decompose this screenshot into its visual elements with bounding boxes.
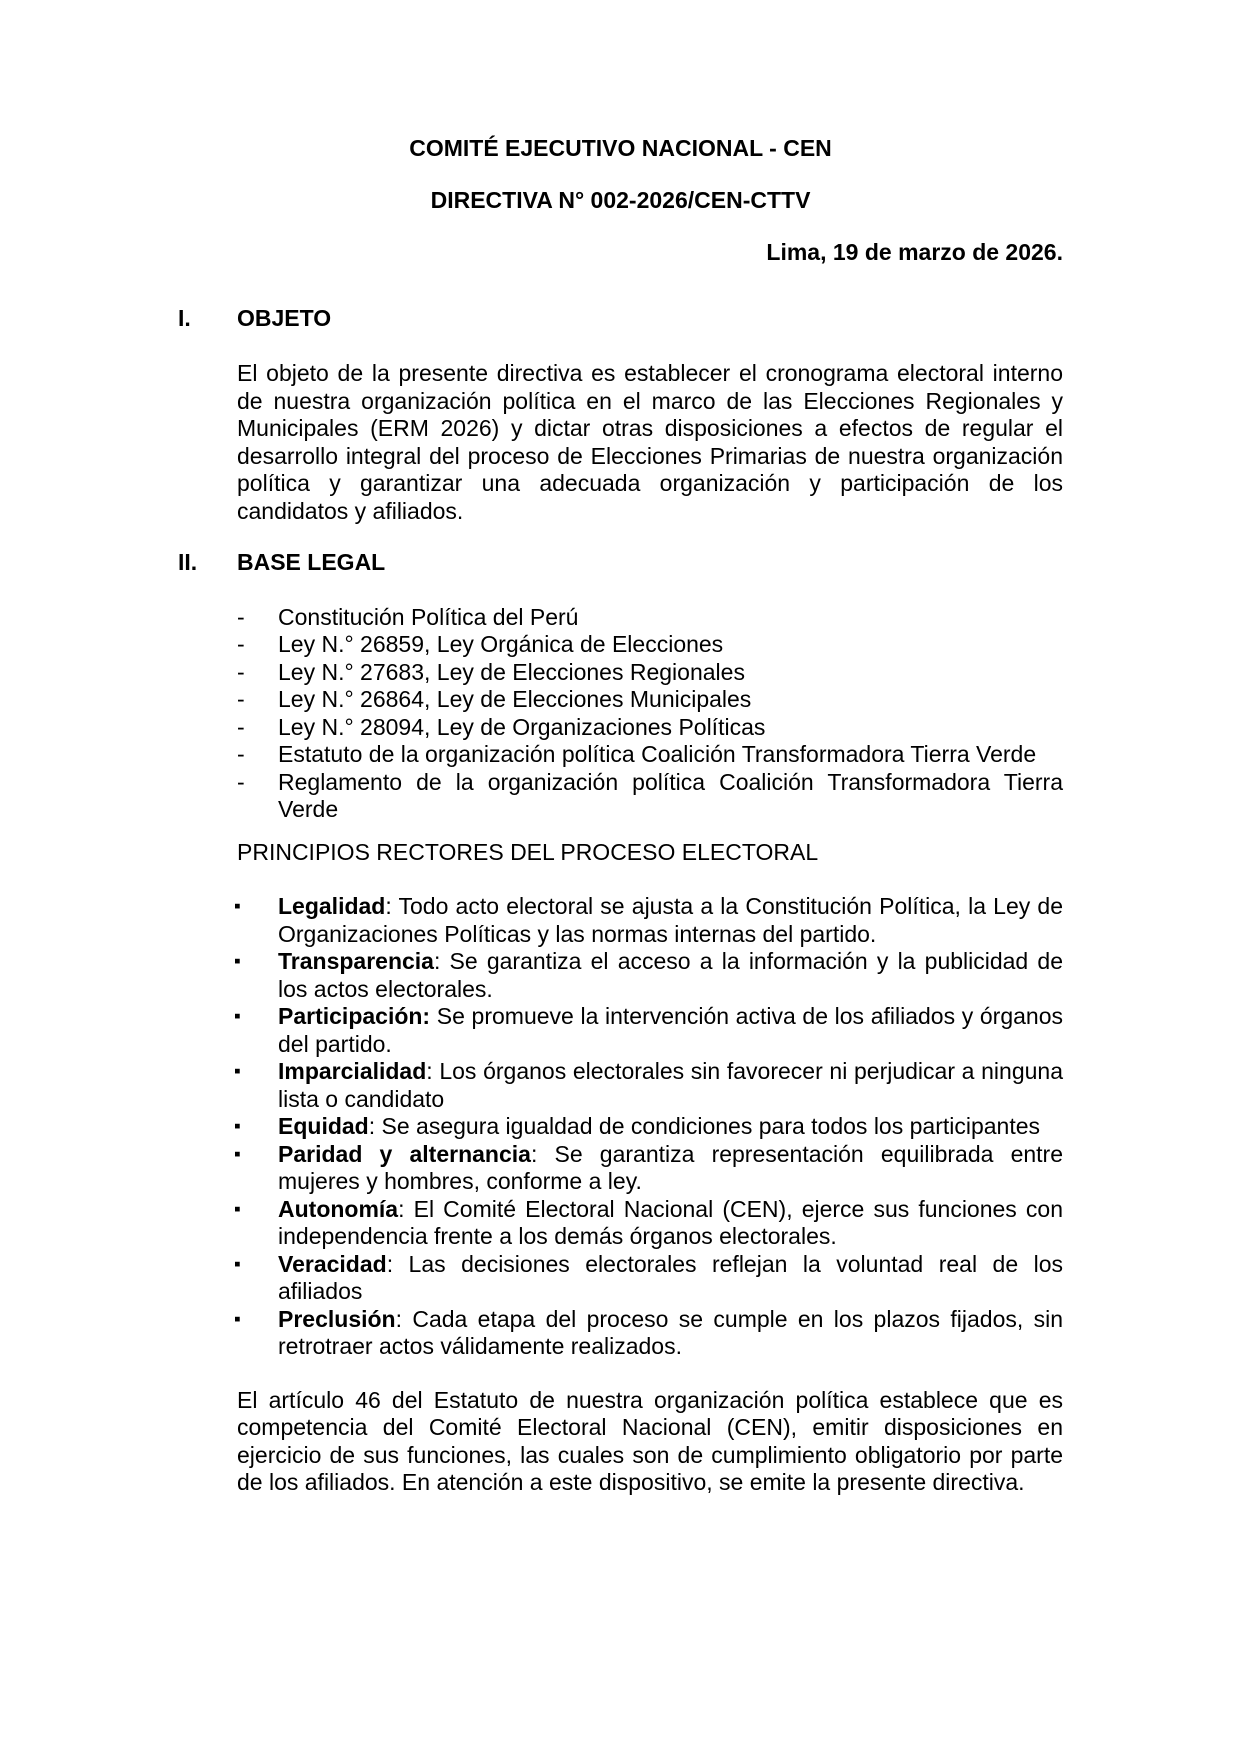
principle-text: : Se asegura igualdad de condiciones para todos los participantes: [368, 1113, 1041, 1139]
legal-item: [237, 604, 1063, 632]
square-bullet-icon: ▪: [234, 1143, 241, 1165]
square-bullet-icon: ▪: [234, 951, 241, 972]
square-bullet-icon: ▪: [234, 896, 241, 917]
principle-term: Imparcialidad: [278, 1058, 427, 1084]
dash-bullet-icon: -: [237, 686, 245, 712]
principle-term: Autonomía: [278, 1195, 399, 1222]
legal-list: [178, 604, 1063, 824]
square-bullet-icon: ▪: [234, 1308, 241, 1330]
principles-list: [178, 893, 1063, 1361]
section-numeral: I.: [178, 305, 191, 331]
principle-text: : Las decisiones electorales reflejan la voluntad real de los afiliados: [278, 1250, 1063, 1304]
section-numeral: II.: [178, 548, 198, 575]
section-heading-objeto: [178, 305, 1063, 333]
legal-item-text: Reglamento de la organización política Coalición Transformadora Tierra Verde: [278, 768, 1063, 822]
principle-text: Se promueve la intervención activa de los afiliados y órganos del partido.: [278, 1003, 1063, 1057]
section-title: OBJETO: [237, 305, 332, 331]
legal-item: [237, 631, 1063, 659]
square-bullet-icon: ▪: [234, 1116, 241, 1137]
principle-item: [234, 1195, 1063, 1251]
dash-bullet-icon: -: [237, 713, 245, 740]
dateline: Lima, 19 de marzo de 2026.: [766, 239, 1063, 265]
legal-item: [237, 659, 1063, 687]
principle-text: : Todo acto electoral se ajusta a la Constitución Política, la Ley de Organizaciones Políticas y las normas internas del partido.: [278, 893, 1063, 947]
legal-item: [237, 769, 1063, 824]
section-heading-base-legal: [178, 549, 1063, 577]
dash-bullet-icon: -: [237, 741, 245, 767]
principle-text: : Se garantiza el acceso a la información y la publicidad de los actos electorales.: [278, 948, 1063, 1002]
principle-item: [234, 1058, 1063, 1113]
principle-item: [234, 1140, 1063, 1196]
principle-item: [234, 948, 1063, 1003]
legal-item: [237, 686, 1063, 714]
principle-item: [234, 1250, 1063, 1306]
legal-item-text: Ley N.° 28094, Ley de Organizaciones Políticas: [278, 713, 766, 740]
principle-term: Veracidad: [278, 1250, 387, 1277]
objeto-paragraph: El objeto de la presente directiva es establecer el cronograma electoral interno de nuestra organización política en el marco de las Elecciones Regionales y Municipales (ERM 2026) y dictar otras disposiciones a efectos de regular el desarrollo integral del proceso de Elecciones Primarias de nuestra organización política y garantizar una adecuada organización y participación de los candidatos y afiliados.: [237, 360, 1063, 524]
principle-term: Participación:: [278, 1003, 431, 1029]
dash-bullet-icon: -: [237, 603, 245, 630]
principle-term: Equidad: [278, 1113, 369, 1139]
principle-text: : Los órganos electorales sin favorecer ni perjudicar a ninguna lista o candidato: [278, 1058, 1063, 1112]
legal-item-text: Ley N.° 27683, Ley de Elecciones Regionales: [278, 658, 745, 685]
principle-text: : El Comité Electoral Nacional (CEN), ejerce sus funciones con independencia frente a los demás órganos electorales.: [278, 1195, 1063, 1249]
legal-item: [237, 714, 1063, 742]
principle-term: Preclusión: [278, 1305, 396, 1332]
principle-text: : Cada etapa del proceso se cumple en los plazos fijados, sin retrotraer actos válidamente realizados.: [278, 1305, 1063, 1359]
square-bullet-icon: ▪: [234, 1253, 241, 1275]
square-bullet-icon: ▪: [234, 1061, 241, 1082]
dash-bullet-icon: -: [237, 658, 245, 685]
principle-term: Transparencia: [278, 948, 434, 974]
legal-item: [237, 741, 1063, 769]
principle-term: Paridad y alternancia: [278, 1140, 531, 1167]
square-bullet-icon: ▪: [234, 1006, 241, 1027]
section-title: BASE LEGAL: [237, 548, 386, 575]
principles-heading: PRINCIPIOS RECTORES DEL PROCESO ELECTORAL: [237, 838, 819, 865]
legal-item-text: Constitución Política del Perú: [278, 603, 579, 630]
legal-item-text: Ley N.° 26864, Ley de Elecciones Municipales: [278, 686, 752, 712]
principle-text: : Se garantiza representación equilibrada entre mujeres y hombres, conforme a ley.: [278, 1140, 1063, 1194]
dash-bullet-icon: -: [237, 768, 245, 795]
principle-item: [234, 893, 1063, 948]
document-subtitle: DIRECTIVA N° 002-2026/CEN-CTTV: [430, 187, 811, 213]
principle-term: Legalidad: [278, 893, 386, 919]
principle-item: [234, 1305, 1063, 1361]
closing-paragraph: El artículo 46 del Estatuto de nuestra organización política establece que es competencia del Comité Electoral Nacional (CEN), emitir disposiciones en ejercicio de sus funciones, las cuales son de cumplimiento obligatorio por parte de los afiliados. En atención a este dispositivo, se emite la presente directiva.: [237, 1386, 1063, 1495]
dash-bullet-icon: -: [237, 631, 245, 657]
legal-item-text: Estatuto de la organización política Coalición Transformadora Tierra Verde: [278, 741, 1037, 767]
principle-item: [234, 1003, 1063, 1058]
principle-item: [234, 1113, 1063, 1141]
legal-item-text: Ley N.° 26859, Ley Orgánica de Elecciones: [278, 631, 724, 657]
square-bullet-icon: ▪: [234, 1198, 241, 1220]
document-title: COMITÉ EJECUTIVO NACIONAL - CEN: [409, 135, 832, 161]
